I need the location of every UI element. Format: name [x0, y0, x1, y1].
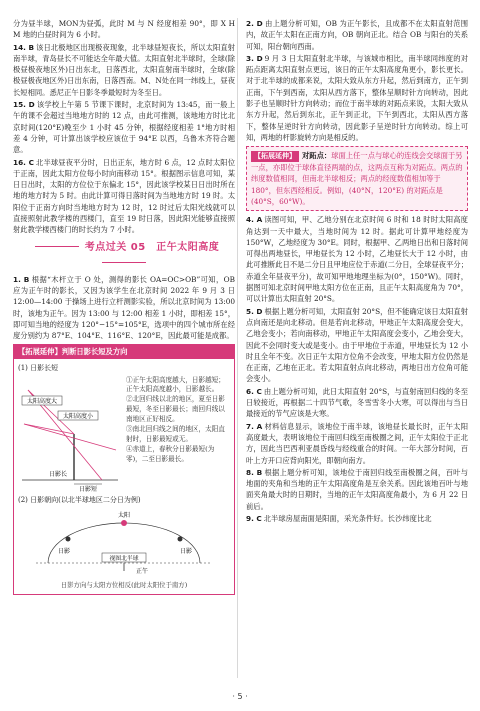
answer-15 [13, 99, 235, 155]
question-number: 9. C [246, 514, 262, 524]
answer-1 [13, 274, 235, 342]
answer-2 [246, 18, 468, 52]
shadow-length-figure [18, 376, 230, 494]
label-direction: 视图北半球 [109, 556, 139, 563]
question-number: 14. B [13, 42, 35, 52]
extension-header: 【拓展延伸】判断日影长短及方向 [14, 345, 234, 358]
label-sun: 太阳 [117, 512, 131, 520]
label-shadow-left: 日影 [57, 548, 71, 556]
question-number: 15. D [13, 100, 35, 110]
answer-text: 该学校上午第 5 节课下课时，北京时间为 13:45，而一般上午的课不会超过当地地方时的 12 点，由此可推测，该地地方时比北京时间(120°E)晚至少 1 小时 45 分钟，根据经度相差 1°地方时相差 4 分钟，可计算出该学校应该位于 94°E 以西，乌鲁木齐符合题意。 [13, 100, 235, 155]
answer-4 [246, 214, 468, 304]
subheading-shadow-length: (1) 日影长短 [18, 363, 59, 372]
antipode-tip-box [246, 146, 468, 211]
intro-paragraph: 分为昼半球，MON为昼弧，此时 M 与 N 经度相差 90°，即 X H M 地的白昼时间为 6 小时。 [13, 19, 235, 40]
answer-text: 材料信息显示，该地位于南半球，该地昼长最长时，正午太阳高度最大，表明该地位于南回归线至南极圈之间，正午太阳位于正北方，因此当巴西利亚晨昏线与经线重合的时间。一年大部分时间，百叶上方开口应背向阳光，即朝向南方。 [246, 421, 469, 465]
label-shadow-short: 日影短 [78, 485, 98, 493]
sun-icon-left [66, 537, 71, 542]
question-number: 7. A [246, 421, 263, 431]
tip-label: 【拓展延伸】 [251, 151, 299, 162]
direction-caption: 日影方向与太阳方位相反(此时太阳位于南方) [60, 580, 188, 589]
answer-8 [246, 467, 468, 512]
shadow-direction-diagram [18, 507, 230, 577]
section-heading [13, 240, 235, 271]
question-number: 3. D [246, 53, 263, 63]
heading-rule-right [102, 262, 146, 263]
sun-icon [121, 520, 127, 526]
answer-text: 由上题分析可知，OB 为正午影长，且成都不在太阳直射范围内，故正午太阳在正南方向，OB 朝向正北。结合 OB 与阳台的关系可知，阳台朝向西南。 [246, 19, 468, 51]
note-2: ②北回归线以北的地区，夏至日影最短，冬至日影最长；南回归线以南地区正好相反。 [126, 395, 225, 424]
answer-text: 9 月 3 日太阳直射北半球，与该城市相比，南半球同纬度的对跖点距离太阳直射点更远，该日的正午太阳高度角更小，影长更长。对于北半球的成都来说，太阳大致从东方升起，然后到南方，正午到正南，下午到西南，太阳从西方落下，整体呈顺时针方向转动，因此影子也呈顺时针方向转动；而位于南半球的对跖点来说，太阳大致从东方升起，然后到东北，正午到正北，下午到西北，太阳从西方落下，整体呈逆时针方向转动，因此影子呈逆时针方向转动。综上可知，两地的杆影旋转方向是相反的。 [246, 53, 468, 142]
answer-14 [13, 42, 235, 98]
question-number: 6. C [246, 386, 262, 396]
answer-text: 北半球房屋南面是阳面，采光条件好。长沙纬度比北 [263, 514, 432, 524]
answer-text: 该日北极地区出现极夜现象，北半球昼短夜长，所以太阳直射南半球，青岛昼长不可能达全年最大值。太阳直射北半球时，全球(除极昼极夜地区外)日出东北，日落西北，太阳直射南半球时，全球(除极昼极夜地区外)日出东南，日落西南。M、N处在同一纬线上，昼夜长短相同。悉尼正午日影冬季最短时为冬至日。 [13, 42, 236, 97]
heading-rule-left [35, 246, 79, 247]
answer-6 [246, 386, 468, 420]
question-number: 4. A [246, 215, 263, 225]
answer-text: 读图可知，甲、乙地分别在北京时间 6 时和 18 时时太阳高度角达到一天中最大，当地时间为 12 时。据此可计算甲地经度为 150°W，乙地经度为 30°E。同时，根据甲、乙两地日出和日落时间可得出两地昼长，甲地昼长为 12 小时，乙地昼长大于 12 小时，由此可推断此日不是二分日且甲地应位于赤道(二分日，全球昼夜平分；赤道全年昼夜平分)，故可知甲地地理坐标为(0°，150°W)。同时，据图可知北京时间甲地太阳方位在正南，且正午太阳高度角为 70°，可以计算出太阳直射 20°S。 [246, 215, 468, 304]
shadow-length-notes [126, 376, 230, 494]
subheading-shadow-direction: (2) 日影朝向(以北半球地区二分日为例) [18, 495, 141, 504]
answer-7 [246, 421, 468, 466]
extension-body [14, 359, 234, 594]
note-4: ④赤道上，春秋分日影最短(为零)，二至日影最长。 [126, 444, 215, 463]
answer-text: 由上题分析可知，此日太阳直射 20°S，与直射南回归线的冬至日较接近，再根据二十四节气歌，冬雪雪冬小大寒，可以得出与当日最接近的节气应该是大寒。 [246, 386, 469, 419]
answer-9 [246, 513, 468, 524]
answer-text: 根据上题分析可知，该地位于南回归线至南极圈之间，百叶与地面的夹角和当地的正午太阳高度角是互余关系。因此该地百叶与地面夹角最大时的日期时，当地的正午太阳高度角最小，为 6 月 22 日前后。 [246, 467, 468, 511]
answer-text: 北半球昼夜平分时，日出正东，地方时 6 点，12 点时太阳位于正南，因此太阳方位每小时向南移动 15°。根据图示信息可知，某日日出时，太阳的方位位于东偏北 15°，因此该学校某日日出时所在地的地方时为 5 时。由此计算可得日落时间为当地地方时 19 时。太阳位于正南方向时当地地方时为 12 时，12 时过后太阳光线就可以直接照射此教学楼的西楼门，直至 19 时日落，因此阳光能够直接照射此教学楼西楼门的时长约为 7 小时。 [13, 157, 235, 235]
column-divider [237, 18, 238, 678]
answer-text: 根据“木杆立于 O 处，测得的影长 OA=OC>OB”可知，OB 应为正午时的影长，又因为该学生在北京时间 2022 年 9 月 3 日 12:00—14:00 于操场上进行立杆测影实验，所以北京时间为 13:00 时，该地为正午。因为 13:00 与 12:00 相差 1 小时，即相差 15°，即可知当地的经度为 120°−15°=105°E，选项中的四个城市所在经度分别约为 87°E、104°E、116°E、120°E，因此最可能是成都。 [13, 274, 236, 341]
label-sun-high: 太阳高度大 [26, 397, 58, 405]
tip-text: 球面上任一点与球心的连线会交球面于另一点，亦即位于球体直径两端的点，这两点互称为对跖点。两点的纬度数值相同，但南北半球相反；两点的经度数值相加等于 180°，但东西经相反。例如，(40°N，120°E) 的对跖点是(40°S，60°W)。 [251, 151, 463, 206]
note-1: ①正午太阳高度越大，日影越短；正午太阳高度越小，日影越长。 [126, 375, 225, 394]
page-number: · 5 · [232, 691, 248, 701]
question-number: 1. B [13, 274, 30, 284]
sun-icon-right [178, 537, 183, 542]
section-title-text: 考点过关 05 正午太阳高度 [84, 241, 220, 253]
label-noon: 正午 [136, 568, 149, 576]
right-column [246, 18, 468, 525]
label-shadow-right: 日影 [179, 548, 193, 556]
shadow-length-diagram [18, 376, 122, 494]
note-3: ③南北回归线之间的地区，太阳直射时，日影最短或无。 [126, 425, 225, 443]
answer-5 [246, 306, 468, 385]
left-column [13, 18, 235, 598]
label-sun-low: 太阳高度小 [62, 412, 94, 420]
extension-box-shadow [13, 344, 235, 594]
answer-16 [13, 157, 235, 236]
answer-text: 根据上题分析可知，太阳直射 20°S，但不能确定该日太阳直射点向南还是向北移动。但是若向北移动，甲地正午太阳高度会变大，乙地会变小；若向南移动，甲地正午太阳高度会变小，乙地会变大，因此不会同时变大或是变小。由于甲地位于赤道，甲地昼长为 12 小时且全年不变。次日正午太阳方位角不会改变，甲地太阳方位仍然是在正南，乙地在正北。若太阳直射点向北移动，两地日出方位角可能会变小。 [246, 306, 468, 384]
question-number: 2. D [246, 19, 263, 28]
question-number: 5. D [246, 306, 263, 316]
question-number: 16. C [13, 157, 34, 167]
tip-heading: 对跖点： [302, 151, 332, 161]
question-number: 8. B [246, 467, 263, 477]
answer-3 [246, 53, 468, 143]
label-shadow-long: 日影长 [48, 470, 68, 478]
